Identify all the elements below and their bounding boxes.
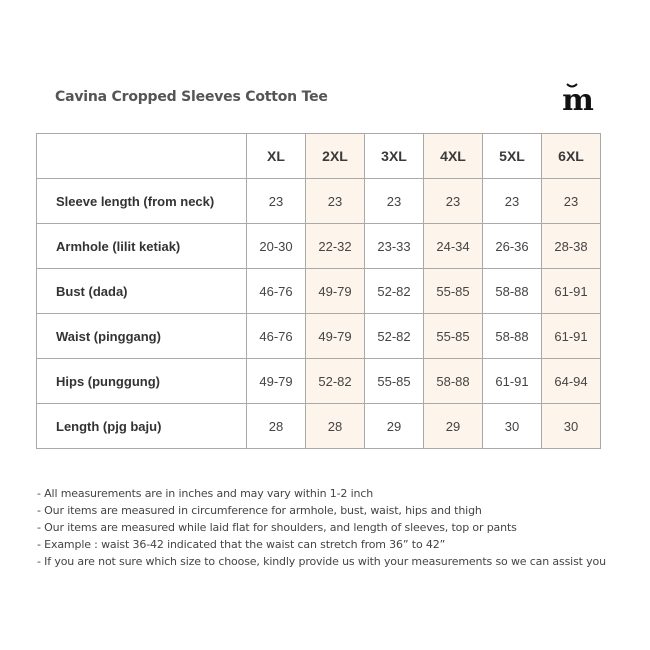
brand-logo [558,80,598,114]
table-cell: 52-82 [365,269,424,314]
table-cell: 58-88 [424,359,483,404]
row-label: Bust (dada) [37,269,247,314]
table-cell: 64-94 [542,359,601,404]
table-cell: 23 [247,179,306,224]
row-label: Armhole (lilit ketiak) [37,224,247,269]
table-row [37,179,601,224]
note-line: - Example : waist 36-42 indicated that the waist can stretch from 36” to 42” [37,538,446,551]
table-row [37,314,601,359]
table-cell: 29 [424,404,483,449]
table-cell: 55-85 [424,314,483,359]
note-line: - All measurements are in inches and may vary within 1-2 inch [37,487,374,500]
table-cell: 23 [365,179,424,224]
table-cell: 30 [483,404,542,449]
row-label: Waist (pinggang) [37,314,247,359]
table-cell: 49-79 [306,314,365,359]
table-cell: 28 [306,404,365,449]
table-cell: 30 [542,404,601,449]
table-row [37,359,601,404]
note-line: - If you are not sure which size to choose, kindly provide us with your measurements so we can assist you [37,555,606,568]
table-cell: 23 [483,179,542,224]
notes-section [37,485,606,570]
note-line: - Our items are measured while laid flat for shoulders, and length of sleeves, top or pants [37,521,517,534]
row-label: Sleeve length (from neck) [37,179,247,224]
table-cell: 28-38 [542,224,601,269]
header-empty-cell [37,134,247,179]
table-cell: 55-85 [424,269,483,314]
table-cell: 24-34 [424,224,483,269]
table-cell: 61-91 [483,359,542,404]
table-cell: 20-30 [247,224,306,269]
table-cell: 46-76 [247,269,306,314]
table-cell: 28 [247,404,306,449]
table-row [37,224,601,269]
svg-text:m: m [562,83,594,114]
table-cell: 26-36 [483,224,542,269]
table-cell: 49-79 [306,269,365,314]
table-cell: 61-91 [542,269,601,314]
table-cell: 23 [542,179,601,224]
note-line: - Our items are measured in circumference for armhole, bust, waist, hips and thigh [37,504,482,517]
size-header: XL [247,134,306,179]
table-cell: 46-76 [247,314,306,359]
table-cell: 23-33 [365,224,424,269]
size-header: 2XL [306,134,365,179]
table-cell: 23 [424,179,483,224]
table-cell: 22-32 [306,224,365,269]
table-row [37,269,601,314]
table-cell: 58-88 [483,314,542,359]
size-header: 5XL [483,134,542,179]
table-cell: 29 [365,404,424,449]
table-cell: 58-88 [483,269,542,314]
size-chart-table [36,133,601,449]
table-row [37,404,601,449]
table-header-row [37,134,601,179]
table-cell: 52-82 [365,314,424,359]
table-cell: 23 [306,179,365,224]
table-cell: 52-82 [306,359,365,404]
page-title: Cavina Cropped Sleeves Cotton Tee [55,89,328,105]
size-header: 3XL [365,134,424,179]
row-label: Length (pjg baju) [37,404,247,449]
table-cell: 49-79 [247,359,306,404]
size-header: 6XL [542,134,601,179]
size-header: 4XL [424,134,483,179]
row-label: Hips (punggung) [37,359,247,404]
table-cell: 61-91 [542,314,601,359]
table-cell: 55-85 [365,359,424,404]
